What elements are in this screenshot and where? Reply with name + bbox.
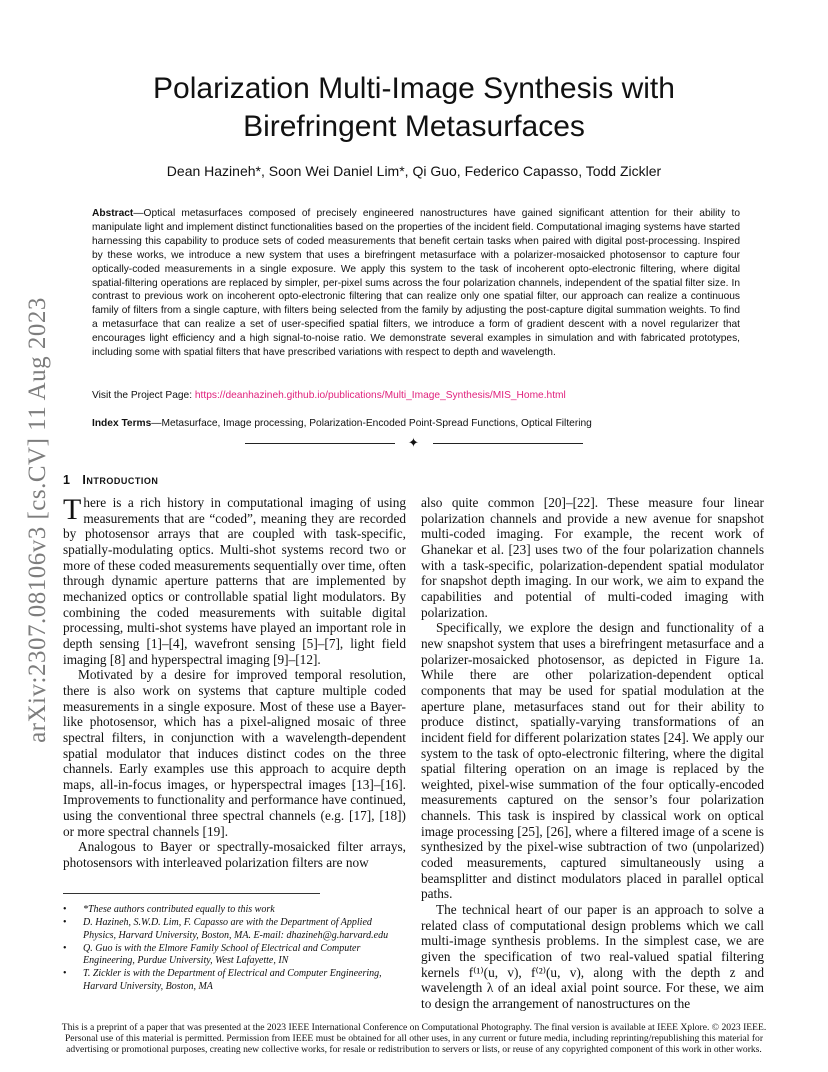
footnote: • *These authors contributed equally to this work xyxy=(63,904,406,916)
author-list: Dean Hazineh*, Soon Wei Daniel Lim*, Qi Guo, Federico Capasso, Todd Zickler xyxy=(166,163,662,179)
divider-line-left xyxy=(245,443,395,444)
paragraph: Specifically, we explore the design and functionality of a new snapshot system that uses a birefringent metasurface and a polarizer-mosaicked photosensor, as depicted in Figure 1a. While there are other polarization-dependent optical components that may be used for spatial modulation at the aperture plane, metasurfaces stand out for their ability to produce distinct, spatially-varying transformations of an incident field for different polarization states [24]. We apply our system to the task of opto-electronic filtering, where the digital spatial filtering operation on an image is replaced by the weighted, pixel-wise summation of the four optically-encoded measurements captured on the sensor’s four polarization channels. This task is inspired by classical work on optical image processing [25], [26], where a filtered image of a scene is synthesized by the pixel-wise subtraction of two (unpolarized) coded measurements, captured simultaneously using a beamsplitter and distinct modulators placed in parallel optical paths. xyxy=(421,620,764,902)
abstract-label: Abstract xyxy=(92,208,134,219)
abstract-text: —Optical metasurfaces composed of precisely engineered nanostructures have gained significant attention for their ability to manipulate light and implement distinct functionalities based on the properties of the incident field. Computational imaging systems have started harnessing this capability to produce sets of coded measurements that benefit certain tasks when paired with digital post-processing. Inspired by these works, we introduce a new system that uses a birefringent metasurface with a polarizer-mosaicked photosensor to capture four optically-coded measurements in a single exposure. We apply this system to the task of incoherent opto-electronic filtering, where digital spatial-filtering operations are replaced by simpler, per-pixel sums across the four polarization channels, independent of the spatial filter size. In contrast to previous work on incoherent opto-electronic filtering that can realize only one spatial filter, our approach can realize a continuous family of filters from a single capture, with filters being selected from the family by adjusting the post-capture digital summation weights. To find a metasurface that can realize a set of user-specified spatial filters, we introduce a form of gradient descent with a novel regularizer that encourages light efficiency and a high signal-to-noise ratio. We demonstrate several examples in simulation and with fabricated prototypes, including some with spatial filters that have prescribed variations with respect to depth and wavelength. xyxy=(92,208,740,359)
paragraph: Analogous to Bayer or spectrally-mosaicked filter arrays, photosensors with interleaved polarization filters are now xyxy=(63,839,406,871)
body-column-right xyxy=(421,495,764,1015)
body-column-left xyxy=(63,495,406,890)
arxiv-sidebar-stamp xyxy=(18,280,58,760)
abstract xyxy=(92,207,740,360)
diamond-icon: ✦ xyxy=(408,436,419,451)
section-title: Introduction xyxy=(82,473,159,487)
section-divider xyxy=(245,436,583,452)
drop-cap: T xyxy=(63,493,82,526)
arxiv-id: arXiv:2307.08106v3 [cs.CV] 11 Aug 2023 xyxy=(24,297,51,743)
paragraph: The technical heart of our paper is an approach to solve a related class of computational design problems which we call multi-image synthesis problems. In the simplest case, we are given the specification of two real-valued spatial filtering kernels f⁽¹⁾(u, v), f⁽²⁾(u, v), along with the depth z and wavelength λ of an ideal axial point source. For these, we aim to design the arrangement of nanostructures on the xyxy=(421,902,764,1011)
index-terms xyxy=(92,418,592,429)
paragraph: also quite common [20]–[22]. These measure four linear polarization channels and provide a new avenue for snapshot multi-coded imaging. For example, the recent work of Ghanekar et al. [23] uses two of the four polarization channels with a task-specific, polarization-dependent spatial modulator for snapshot depth imaging. In our work, we aim to expand the capabilities and potential of multi-coded imaging with polarization. xyxy=(421,495,764,620)
title-line-1: Polarization Multi-Image Synthesis with xyxy=(153,72,675,105)
paragraph: Motivated by a desire for improved temporal resolution, there is also work on systems that capture multiple coded measurements in a single exposure. Most of these use a Bayer-like photosensor, which has a pixel-aligned mosaic of three spectral filters, in conjunction with a wavelength-dependent spatial modulator that induces distinct codes on the three channels. Early examples use this approach to acquire depth maps, all-in-focus images, or hyperspectral images [13]–[16]. Improvements to functionality and performance have continued, using the conventional three spectral channels (e.g. [17], [18]) or more spectral channels [19]. xyxy=(63,667,406,839)
section-heading xyxy=(63,473,158,487)
project-link[interactable]: https://deanhazineh.github.io/publications/Multi_Image_Synthesis/MIS_Home.html xyxy=(194,390,566,401)
paragraph xyxy=(63,495,406,667)
paper-title xyxy=(0,70,828,146)
section-number: 1 xyxy=(63,473,71,487)
footnote: • T. Zickler is with the Department of Electrical and Computer Engineering, Harvard University, Boston, MA xyxy=(63,968,406,993)
index-terms-label: Index Terms xyxy=(92,418,152,429)
project-label: Visit the Project Page: xyxy=(92,390,195,401)
divider-line-right xyxy=(433,443,583,444)
index-terms-text: —Metasurface, Image processing, Polarization-Encoded Point-Spread Functions, Optical Filtering xyxy=(151,418,592,429)
preprint-notice: This is a preprint of a paper that was presented at the 2023 IEEE International Conference on Computational Photography. The final version is available at IEEE Xplore. © 2023 IEEE. Personal use of this material is permitted. Permission from IEEE must be obtained for all other uses, in any current or future media, including reprinting/republishing this material for advertising or promotional purposes, creating new collective works, for resale or redistribution to servers or lists, or reuse of any copyrighted component of this work in other works. xyxy=(61,1022,767,1056)
paragraph-text: here is a rich history in computational imaging of using measurements that are “coded”, meaning they are recorded by photosensor arrays that are coupled with task-specific, spatially-modulating optics. Multi-shot systems record two or more of these coded measurements sequentially over time, often through dynamic aperture patterns that are implemented by mechanized optics or controllable spatial light modulators. By combining the coded measurements with suitable digital processing, multi-shot systems have played an important role in depth sensing [1]–[4], wavefront sensing [5]–[7], light field imaging [8] and hyperspectral imaging [9]–[12]. xyxy=(63,495,406,667)
footnote-rule xyxy=(63,893,320,894)
footnotes xyxy=(63,904,406,994)
title-line-2: Birefringent Metasurfaces xyxy=(243,110,585,143)
footnote: • Q. Guo is with the Elmore Family School of Electrical and Computer Engineering, Purdue University, West Lafayette, IN xyxy=(63,943,406,968)
footnote: • D. Hazineh, S.W.D. Lim, F. Capasso are with the Department of Applied Physics, Harvard University, Boston, MA. E-mail: dhazineh@g.harvard.edu xyxy=(63,917,406,942)
project-page-line xyxy=(92,390,566,401)
